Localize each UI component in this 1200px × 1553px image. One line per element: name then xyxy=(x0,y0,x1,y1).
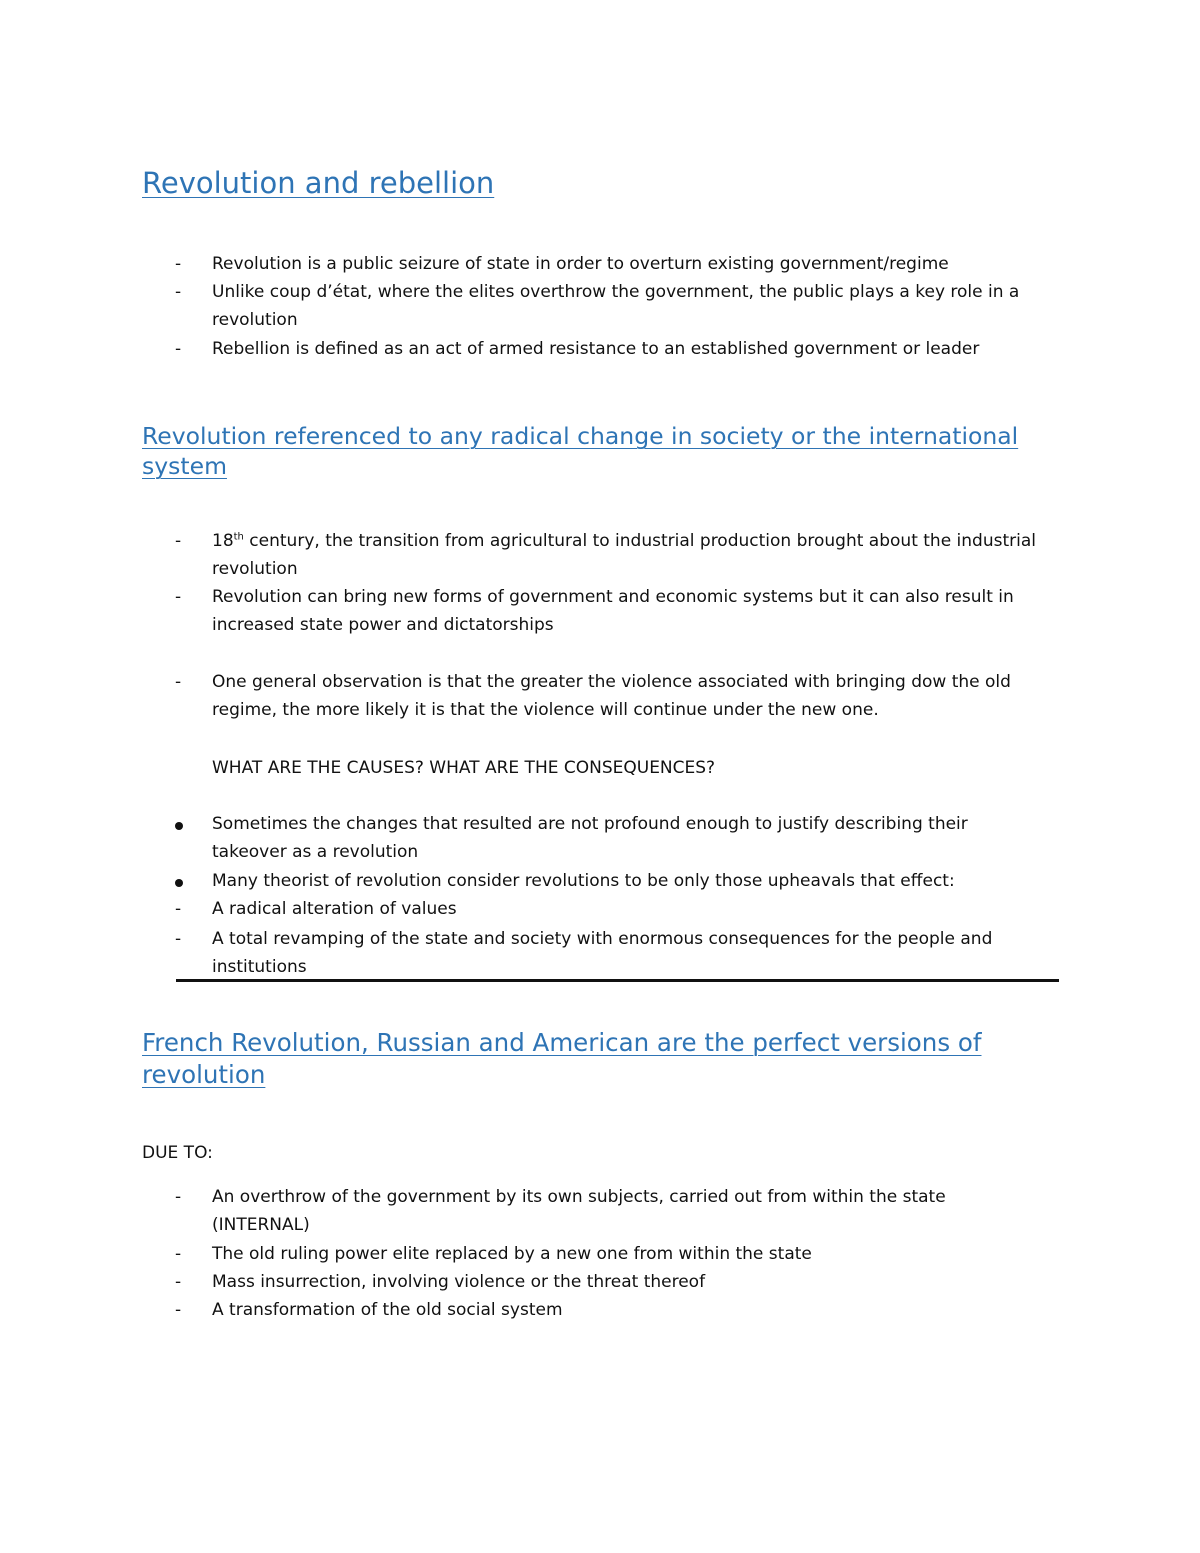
bullet-marker xyxy=(175,879,183,887)
dash-marker: - xyxy=(175,254,182,274)
ordinal-suffix: th xyxy=(233,531,244,543)
bullet-item-text: Sometimes the changes that resulted are not profound enough to justify describing their xyxy=(212,814,968,834)
dash-marker: - xyxy=(175,929,182,949)
list-item-text: The old ruling power elite replaced by a new one from within the state xyxy=(212,1244,812,1264)
list-item xyxy=(142,668,1072,725)
list-item-text: revolution xyxy=(212,559,298,580)
dash-marker: - xyxy=(175,1187,182,1207)
heading-line: French Revolution, Russian and American are the perfect versions of xyxy=(142,1028,982,1057)
dash-marker: - xyxy=(175,1244,182,1264)
heading-line: revolution xyxy=(142,1060,266,1089)
list-item-text: A total revamping of the state and society with enormous consequences for the people and xyxy=(212,929,993,949)
list-item-text: Rebellion is defined as an act of armed resistance to an established government or leader xyxy=(212,339,980,359)
question-text: WHAT ARE THE CAUSES? WHAT ARE THE CONSEQUENCES? xyxy=(212,758,716,778)
list-item xyxy=(142,527,1072,584)
heading-radical-change xyxy=(142,421,1018,481)
list-item-text: Revolution is a public seizure of state in order to overturn existing government/regime xyxy=(212,254,949,274)
list-item-text xyxy=(212,527,1072,555)
list-item xyxy=(142,1296,1072,1324)
heading-line: system xyxy=(142,452,227,480)
list-item xyxy=(142,925,1072,982)
bullet-item xyxy=(142,867,1072,895)
dash-marker: - xyxy=(175,587,182,607)
heading-line: Revolution referenced to any radical change in society or the international xyxy=(142,422,1019,450)
dash-marker: - xyxy=(175,1300,182,1320)
horizontal-rule xyxy=(176,979,1059,982)
list-item-text: revolution xyxy=(212,310,298,331)
list-item-text: An overthrow of the government by its own subjects, carried out from within the state xyxy=(212,1187,946,1207)
list-item-text: regime, the more likely it is that the violence will continue under the new one. xyxy=(212,700,879,721)
bullet-marker xyxy=(175,822,183,830)
list-item-text: One general observation is that the greater the violence associated with bringing dow the old xyxy=(212,672,1011,692)
heading-perfect-versions xyxy=(142,1027,982,1091)
list-item xyxy=(142,335,1072,363)
list-item xyxy=(142,1240,1072,1268)
bullet-item-text: Many theorist of revolution consider revolutions to be only those upheavals that effect: xyxy=(212,871,955,891)
list-item-text: (INTERNAL) xyxy=(212,1215,310,1236)
dash-marker: - xyxy=(175,531,182,551)
dash-marker: - xyxy=(175,899,182,919)
list-item-text: Revolution can bring new forms of government and economic systems but it can also result in xyxy=(212,587,1014,607)
dash-marker: - xyxy=(175,672,182,692)
list-item-text-rest: century, the transition from agricultural to industrial production brought about the industrial xyxy=(243,531,1036,551)
list-item-text: Mass insurrection, involving violence or the threat thereof xyxy=(212,1272,706,1292)
heading-revolution-and-rebellion: Revolution and rebellion xyxy=(142,166,495,200)
list-item xyxy=(142,583,1072,640)
list-item xyxy=(142,1183,1072,1240)
dash-marker: - xyxy=(175,1272,182,1292)
list-item-text: A transformation of the old social system xyxy=(212,1300,563,1320)
list-item-text: institutions xyxy=(212,957,307,978)
dash-marker: - xyxy=(175,339,182,359)
list-item-text: Unlike coup d’état, where the elites overthrow the government, the public plays a key role in a xyxy=(212,282,1020,302)
bullet-item xyxy=(142,810,1072,867)
list-item xyxy=(142,1268,1072,1296)
due-to-label: DUE TO: xyxy=(142,1143,213,1163)
century-number: 18 xyxy=(212,531,234,551)
list-item xyxy=(142,250,1072,278)
list-item-text: A radical alteration of values xyxy=(212,899,457,919)
dash-marker: - xyxy=(175,282,182,302)
list-item xyxy=(142,895,1072,923)
list-item xyxy=(142,278,1072,335)
bullet-item-text: takeover as a revolution xyxy=(212,842,419,863)
list-item-text: increased state power and dictatorships xyxy=(212,615,554,636)
